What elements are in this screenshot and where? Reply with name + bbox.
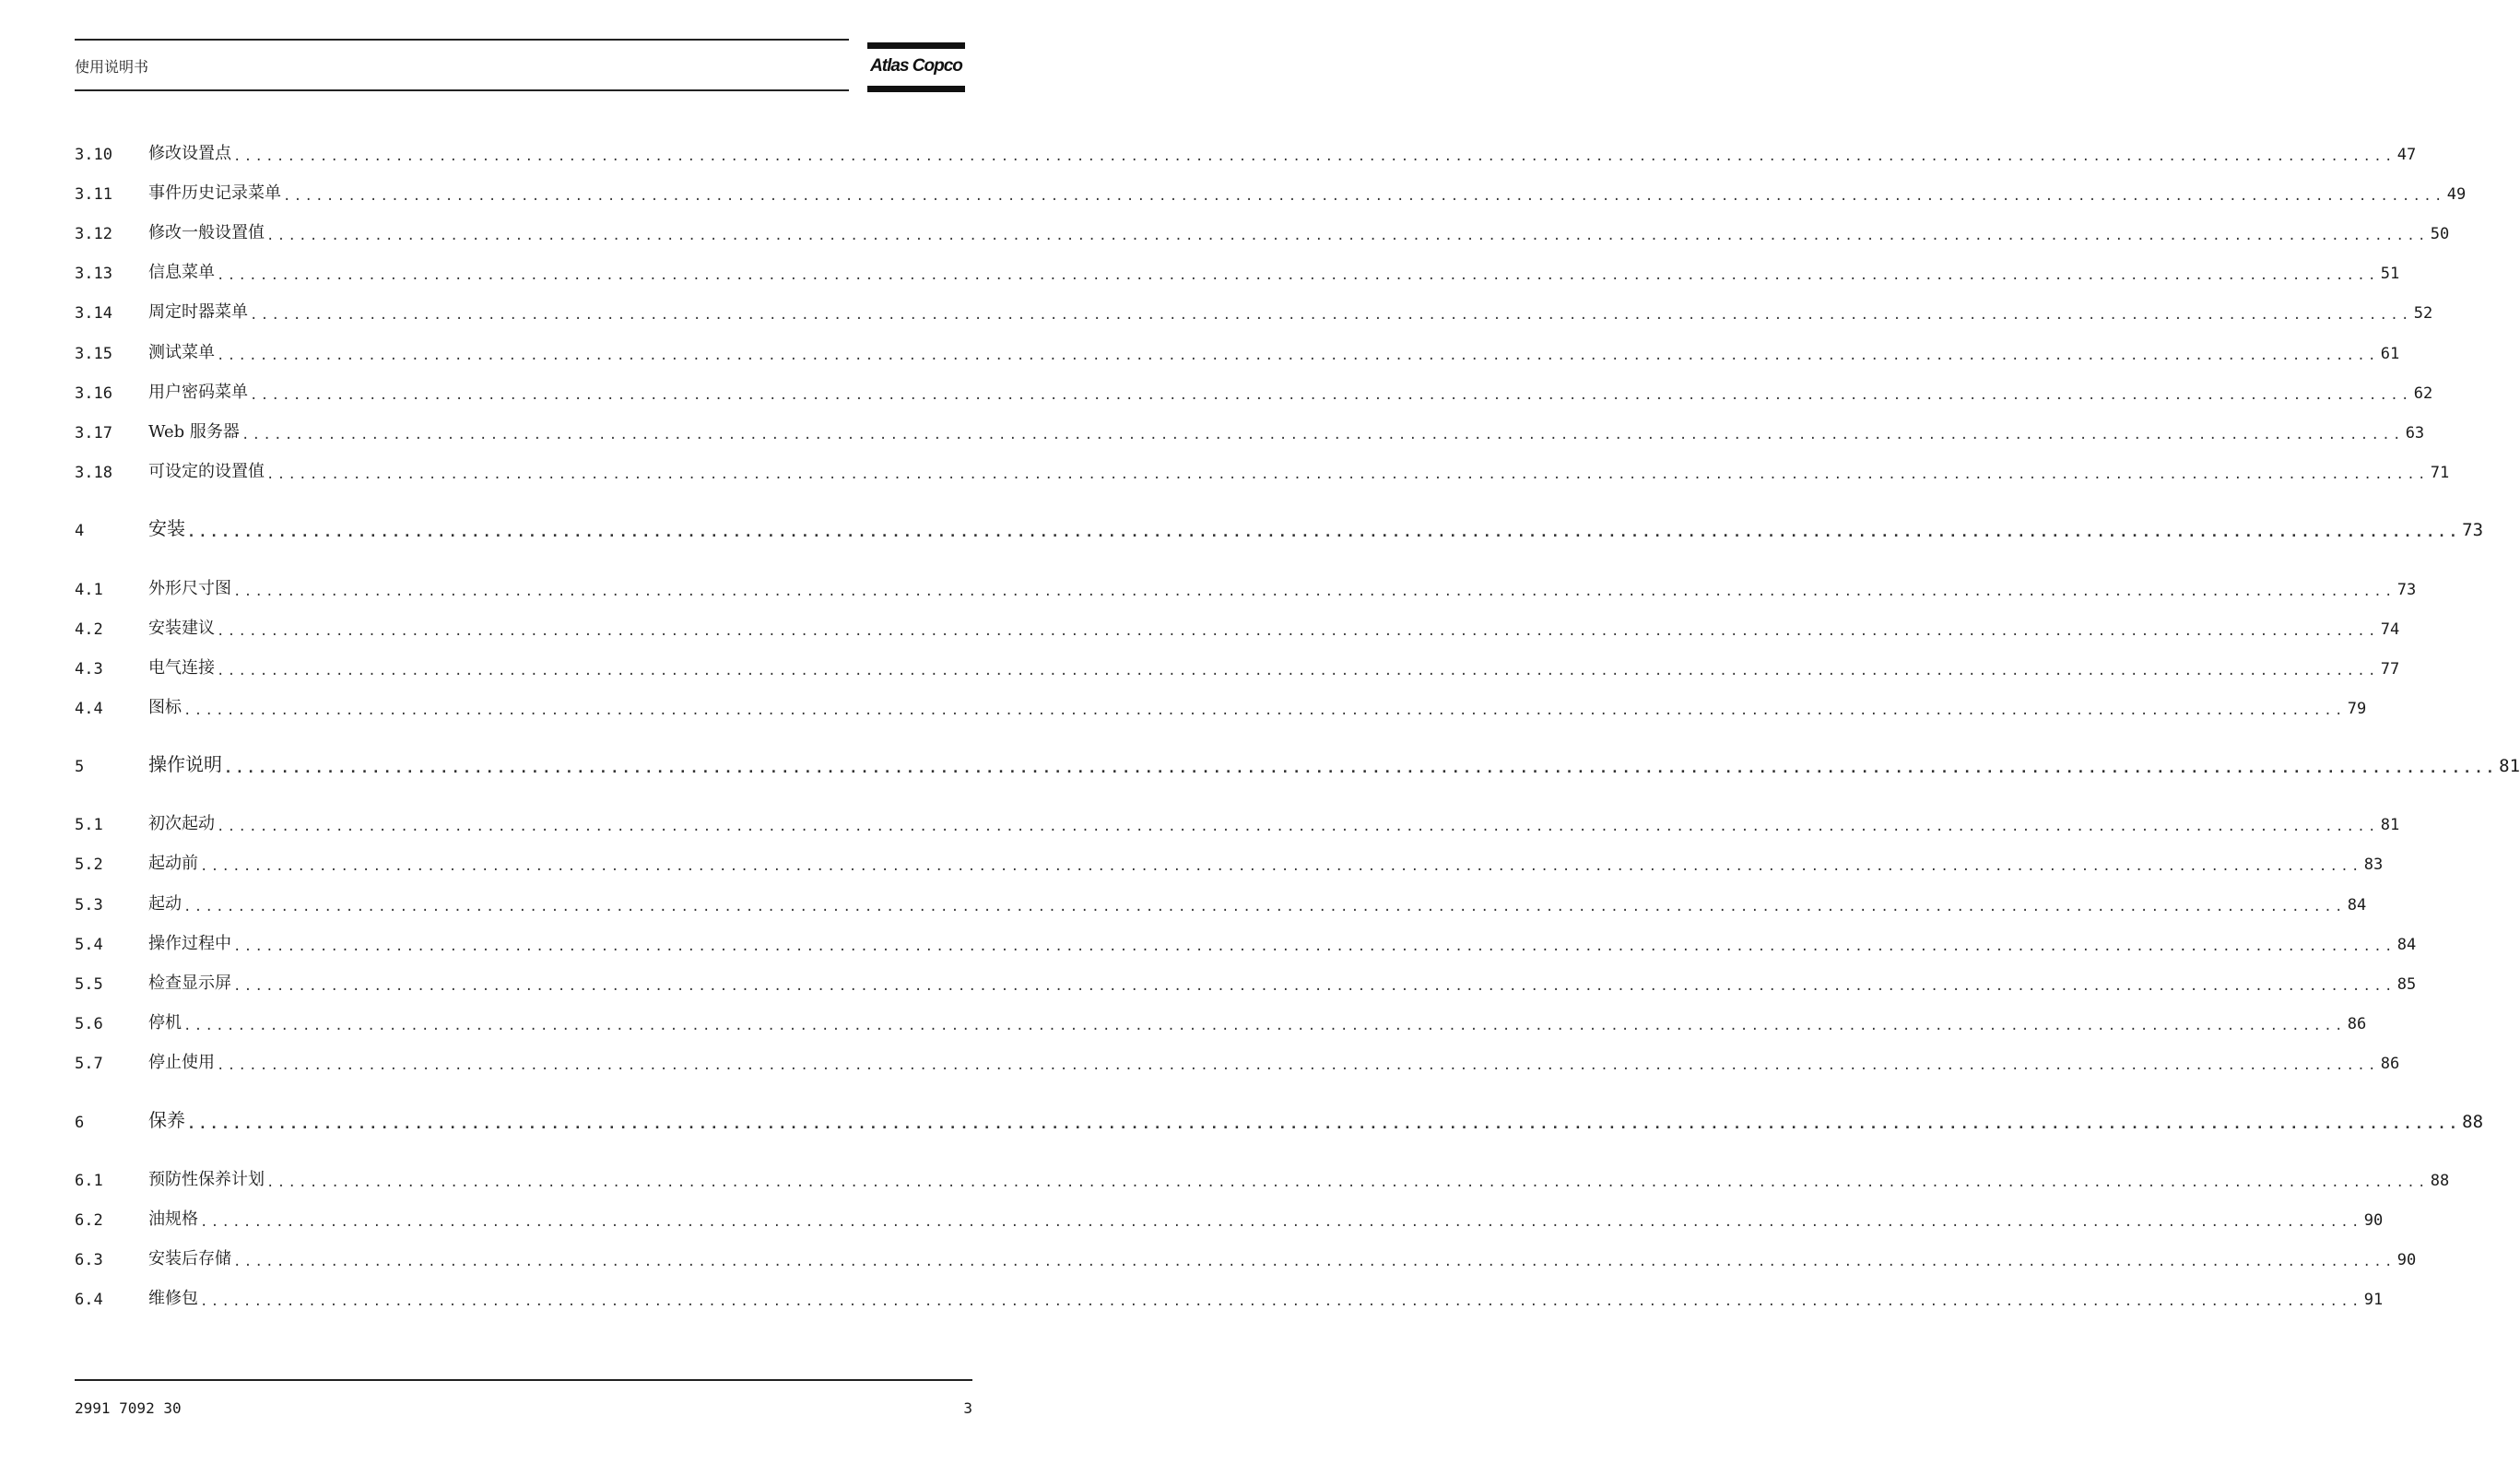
toc-dot-leader: ........................................................................................................................................................................................................ (217, 820, 2379, 834)
toc-chapter-row[interactable] (75, 1104, 2484, 1132)
toc-entry-page: 73 (2462, 520, 2484, 540)
toc-entry-title: 油规格 (148, 1210, 198, 1229)
toc-entry-page: 88 (2430, 1172, 2450, 1190)
toc-entry-number: 6.2 (75, 1211, 103, 1230)
toc-entry-title: 周定时器菜单 (148, 302, 248, 322)
toc-entry-number: 5.6 (75, 1015, 103, 1033)
toc-dot-leader: ........................................................................................................................................................................................................ (183, 1019, 2346, 1033)
toc-dot-leader: ........................................................................................................................................................................................................ (283, 189, 2445, 204)
toc-entry-number: 3.17 (75, 424, 112, 442)
toc-entry-row[interactable] (75, 846, 2384, 874)
page-number: 3 (963, 1399, 972, 1417)
toc-entry-number: 5.1 (75, 816, 103, 834)
toc-dot-leader: ........................................................................................................................................................................................................ (183, 703, 2346, 718)
toc-entry-number: 3.15 (75, 345, 112, 363)
toc-entry-title: 保养 (148, 1109, 185, 1131)
toc-entry-row[interactable] (75, 415, 2425, 442)
toc-entry-title: 起动 (148, 894, 182, 914)
toc-entry-title: 检查显示屏 (148, 974, 231, 993)
toc-entry-row[interactable] (75, 572, 2417, 599)
footer-rule (75, 1379, 972, 1381)
toc-entry-row[interactable] (75, 336, 2400, 363)
toc-entry-title: 图标 (148, 698, 182, 717)
toc-entry-page: 85 (2396, 975, 2417, 994)
toc-entry-page: 52 (2413, 304, 2433, 323)
toc-entry-number: 4.4 (75, 700, 103, 718)
toc-entry-number: 3.11 (75, 185, 112, 204)
toc-entry-row[interactable] (75, 454, 2450, 482)
toc-dot-leader: ........................................................................................................................................................................................................ (183, 900, 2346, 914)
toc-entry-row[interactable] (75, 887, 2367, 914)
toc-dot-leader: ........................................................................................................................................................................................................ (224, 760, 2498, 776)
toc-entry-page: 61 (2380, 345, 2400, 363)
toc-entry-title: 停机 (148, 1013, 182, 1032)
toc-dot-leader: ........................................................................................................................................................................................................ (233, 584, 2396, 599)
toc-entry-row[interactable] (75, 1281, 2384, 1309)
toc-dot-leader: ........................................................................................................................................................................................................ (200, 1294, 2362, 1309)
toc-entry-page: 90 (2396, 1251, 2417, 1269)
toc-dot-leader: ........................................................................................................................................................................................................ (266, 1175, 2429, 1190)
toc-entry-number: 5.4 (75, 936, 103, 954)
toc-entry-title: 安装 (148, 517, 185, 539)
toc-entry-page: 88 (2462, 1112, 2484, 1132)
toc-entry-number: 3.16 (75, 384, 112, 403)
toc-entry-page: 50 (2430, 225, 2450, 243)
toc-entry-number: 6 (75, 1114, 85, 1132)
toc-entry-number: 4 (75, 522, 85, 540)
toc-entry-title: 初次起动 (148, 814, 215, 833)
toc-dot-leader: ........................................................................................................................................................................................................ (200, 859, 2362, 874)
toc-dot-leader: ........................................................................................................................................................................................................ (241, 428, 2404, 442)
toc-entry-row[interactable] (75, 690, 2367, 718)
toc-entry-page: 79 (2347, 700, 2367, 718)
toc-entry-page: 49 (2446, 185, 2467, 204)
toc-entry-page: 86 (2380, 1055, 2400, 1073)
toc-entry-row[interactable] (75, 136, 2417, 164)
toc-entry-number: 3.18 (75, 464, 112, 482)
toc-entry-number: 4.2 (75, 620, 103, 639)
toc-entry-page: 84 (2347, 896, 2367, 914)
toc-entry-row[interactable] (75, 966, 2417, 994)
toc-entry-number: 4.1 (75, 581, 103, 599)
toc-entry-page: 83 (2363, 856, 2384, 874)
toc-entry-page: 81 (2380, 816, 2400, 834)
header-bottom-rule (75, 89, 849, 91)
toc-entry-title: 外形尺寸图 (148, 579, 231, 598)
header-top-rule (75, 39, 849, 41)
toc-entry-row[interactable] (75, 1202, 2384, 1230)
toc-entry-title: 预防性保养计划 (148, 1170, 265, 1189)
toc-entry-title: 测试菜单 (148, 343, 215, 362)
document-number: 2991 7092 30 (75, 1399, 182, 1417)
toc-entry-page: 71 (2430, 464, 2450, 482)
logo-bottom-bar (867, 86, 965, 92)
toc-dot-leader: ........................................................................................................................................................................................................ (233, 149, 2396, 164)
logo-wordmark: Atlas Copco (870, 56, 962, 76)
toc-entry-page: 47 (2396, 146, 2417, 164)
toc-entry-page: 62 (2413, 384, 2433, 403)
toc-entry-title: 安装后存储 (148, 1249, 231, 1268)
atlas-copco-logo (867, 42, 965, 92)
toc-entry-number: 3.14 (75, 304, 112, 323)
toc-entry-title: 起动前 (148, 854, 198, 873)
toc-entry-page: 51 (2380, 265, 2400, 283)
toc-entry-row[interactable] (75, 651, 2400, 678)
toc-entry-row[interactable] (75, 375, 2433, 403)
toc-entry-page: 77 (2380, 660, 2400, 678)
toc-dot-leader: ........................................................................................................................................................................................................ (200, 1215, 2362, 1230)
toc-entry-title: 修改设置点 (148, 144, 231, 163)
toc-entry-number: 6.3 (75, 1251, 103, 1269)
toc-entry-number: 3.10 (75, 146, 112, 164)
toc-entry-title: 停止使用 (148, 1053, 215, 1072)
toc-entry-row[interactable] (75, 176, 2467, 204)
toc-dot-leader: ........................................................................................................................................................................................................ (233, 979, 2396, 994)
toc-entry-page: 90 (2363, 1211, 2384, 1230)
toc-entry-title: 操作说明 (148, 753, 222, 775)
logo-top-bar (867, 42, 965, 49)
toc-entry-title: 维修包 (148, 1289, 198, 1308)
document-title: 使用说明书 (75, 58, 149, 76)
toc-dot-leader: ........................................................................................................................................................................................................ (250, 308, 2412, 323)
toc-entry-number: 5 (75, 758, 85, 776)
toc-entry-row[interactable] (75, 1045, 2400, 1073)
toc-entry-title: 可设定的设置值 (148, 462, 265, 481)
toc-entry-number: 5.5 (75, 975, 103, 994)
toc-dot-leader: ........................................................................................................................................................................................................ (217, 624, 2379, 639)
toc-entry-page: 84 (2396, 936, 2417, 954)
toc-dot-leader: ........................................................................................................................................................................................................ (233, 939, 2396, 954)
toc-entry-number: 4.3 (75, 660, 103, 678)
toc-dot-leader: ........................................................................................................................................................................................................ (217, 1058, 2379, 1073)
toc-dot-leader: ........................................................................................................................................................................................................ (266, 229, 2429, 243)
page-header (75, 39, 996, 94)
toc-entry-page: 91 (2363, 1291, 2384, 1309)
toc-dot-leader: ........................................................................................................................................................................................................ (187, 524, 2461, 540)
toc-entry-row[interactable] (75, 295, 2433, 323)
toc-entry-title: 信息菜单 (148, 263, 215, 282)
toc-entry-row[interactable] (75, 1242, 2417, 1269)
toc-entry-row[interactable] (75, 1162, 2450, 1190)
toc-entry-row[interactable] (75, 255, 2400, 283)
toc-dot-leader: ........................................................................................................................................................................................................ (217, 348, 2379, 363)
toc-entry-row[interactable] (75, 807, 2400, 834)
toc-dot-leader: ........................................................................................................................................................................................................ (233, 1255, 2396, 1269)
toc-entry-number: 6.1 (75, 1172, 103, 1190)
toc-entry-page: 74 (2380, 620, 2400, 639)
toc-entry-number: 3.12 (75, 225, 112, 243)
toc-entry-page: 63 (2405, 424, 2425, 442)
toc-entry-page: 81 (2499, 756, 2520, 776)
toc-chapter-row[interactable] (75, 749, 2520, 776)
toc-dot-leader: ........................................................................................................................................................................................................ (250, 388, 2412, 403)
toc-entry-title: Web 服务器 (148, 422, 240, 442)
toc-entry-number: 3.13 (75, 265, 112, 283)
toc-entry-number: 5.7 (75, 1055, 103, 1073)
toc-chapter-row[interactable] (75, 513, 2484, 540)
toc-entry-title: 用户密码菜单 (148, 383, 248, 402)
toc-entry-row[interactable] (75, 926, 2417, 954)
toc-dot-leader: ........................................................................................................................................................................................................ (187, 1115, 2461, 1132)
toc-entry-row[interactable] (75, 611, 2400, 639)
toc-entry-number: 5.3 (75, 896, 103, 914)
toc-entry-title: 安装建议 (148, 619, 215, 638)
toc-entry-title: 操作过程中 (148, 934, 231, 953)
toc-entry-number: 5.2 (75, 856, 103, 874)
toc-entry-title: 电气连接 (148, 658, 215, 678)
toc-entry-number: 6.4 (75, 1291, 103, 1309)
toc-entry-page: 73 (2396, 581, 2417, 599)
toc-entry-row[interactable] (75, 1006, 2367, 1033)
toc-dot-leader: ........................................................................................................................................................................................................ (217, 664, 2379, 678)
toc-dot-leader: ........................................................................................................................................................................................................ (217, 268, 2379, 283)
toc-entry-title: 事件历史记录菜单 (148, 183, 281, 203)
toc-entry-title: 修改一般设置值 (148, 223, 265, 242)
toc-entry-page: 86 (2347, 1015, 2367, 1033)
toc-entry-row[interactable] (75, 216, 2450, 243)
toc-dot-leader: ........................................................................................................................................................................................................ (266, 467, 2429, 482)
